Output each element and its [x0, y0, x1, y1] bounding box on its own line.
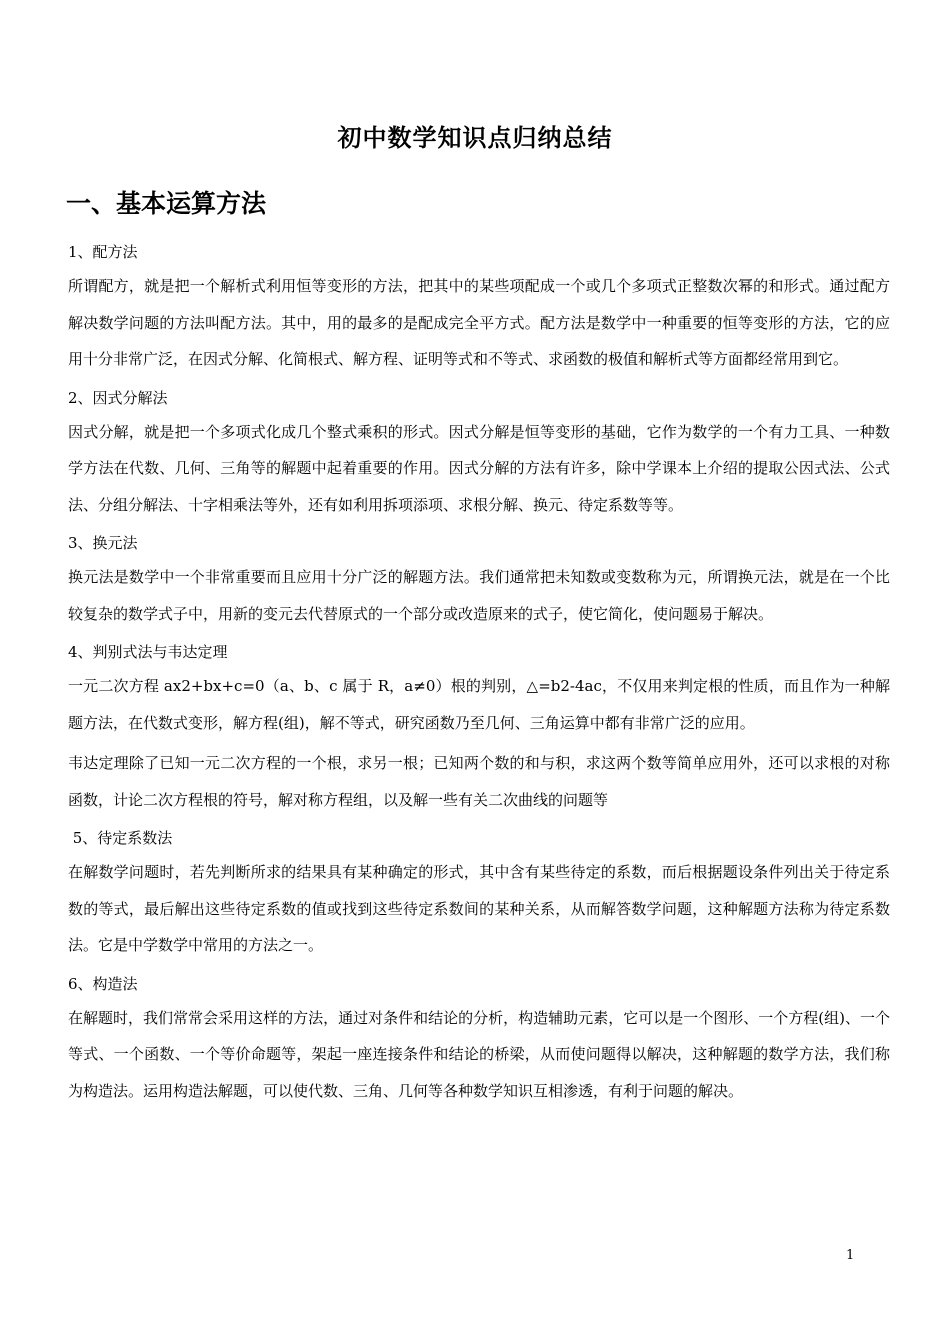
subsection-heading: 2、因式分解法 [68, 388, 168, 407]
subsection-heading: 6、构造法 [68, 974, 138, 993]
paragraph: 在解题时，我们常常会采用这样的方法，通过对条件和结论的分析，构造辅助元素，它可以是一个图形、一个方程(组)、一个等式、一个函数、一个等价命题等，架起一座连接条件和结论的桥梁，从而使问题得以解决，这种解题的数学方法，我们称为构造法。运用构造法解题，可以使代数、三角、几何等各种数学知识互相渗透，有利于问题的解决。 [68, 1008, 890, 1100]
section-heading: 一、基本运算方法 [66, 189, 267, 218]
subsection-heading: 4、判别式法与韦达定理 [68, 643, 228, 661]
subsection-huanyuanfa [68, 527, 890, 632]
subsection-yinshifenjiefa [68, 382, 890, 524]
subsection-gouzaofa [68, 968, 890, 1110]
subsection-heading: 1、配方法 [68, 243, 138, 261]
document-title: 初中数学知识点归纳总结 [337, 123, 613, 152]
subsection-heading: 5、待定系数法 [68, 829, 173, 847]
subsection-heading: 3、换元法 [68, 534, 138, 552]
paragraph: 因式分解，就是把一个多项式化成几个整式乘积的形式。因式分解是恒等变形的基础，它作为数学的一个有力工具、一种数学方法在代数、几何、三角等的解题中起着重要的作用。因式分解的方法有许多，除中学课本上介绍的提取公因式法、公式法、分组分解法、十字相乘法等外，还有如利用拆项添项、求根分解、换元、待定系数等等。 [68, 422, 890, 514]
paragraph: 在解数学问题时，若先判断所求的结果具有某种确定的形式，其中含有某些待定的系数，而后根据题设条件列出关于待定系数的等式，最后解出这些待定系数的值或找到这些待定系数间的某种关系，从而解答数学问题，这种解题方法称为待定系数法。它是中学数学中常用的方法之一。 [68, 863, 890, 954]
paragraph: 所谓配方，就是把一个解析式利用恒等变形的方法，把其中的某些项配成一个或几个多项式正整数次幂的和形式。通过配方解决数学问题的方法叫配方法。其中，用的最多的是配成完全平方式。配方法是数学中一种重要的恒等变形的方法，它的应用十分非常广泛，在因式分解、化简根式、解方程、证明等式和不等式、求函数的极值和解析式等方面都经常用到它。 [68, 277, 890, 368]
document-body [68, 236, 890, 1113]
page-number: 1 [846, 1248, 855, 1263]
paragraph: 韦达定理除了已知一元二次方程的一个根，求另一根；已知两个数的和与积，求这两个数等简单应用外，还可以求根的对称函数，计论二次方程根的符号，解对称方程组，以及解一些有关二次曲线的问题等 [68, 754, 890, 809]
subsection-peifangfa [68, 236, 890, 378]
subsection-daidingxishufa [68, 822, 890, 964]
paragraph: 一元二次方程 ax2+bx+c=0（a、b、c 属于 R，a≠0）根的判别，△=b2-4ac，不仅用来判定根的性质，而且作为一种解题方法，在代数式变形，解方程(组)，解不等式，研究函数乃至几何、三角运算中都有非常广泛的应用。 [68, 677, 890, 732]
paragraph: 换元法是数学中一个非常重要而且应用十分广泛的解题方法。我们通常把未知数或变数称为元，所谓换元法，就是在一个比较复杂的数学式子中，用新的变元去代替原式的一个部分或改造原来的式子，使它简化，使问题易于解决。 [68, 568, 890, 623]
subsection-panbieshi-weida [68, 636, 890, 818]
